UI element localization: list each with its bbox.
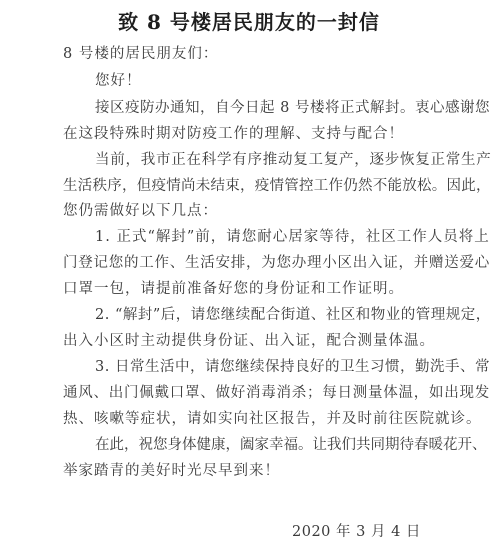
item-3-line-2: 通风、出门佩戴口罩、做好消毒消杀；每日测量体温，如出现发 [63, 385, 490, 401]
item-3-line-1: 3. 日常生活中，请您继续保持良好的卫生习惯，勤洗手、常 [95, 359, 490, 375]
greeting: 您好！ [95, 73, 142, 89]
closing-line-2: 举家踏青的美好时光尽早到来！ [63, 463, 280, 479]
item-1-line-1: 1. 正式“解封”前，请您耐心居家等待，社区工作人员将上 [95, 229, 490, 245]
item-2-line-2: 出入小区时主动提供身份证、出入证，配合测量体温。 [63, 333, 435, 349]
closing-line-1: 在此，祝您身体健康，阖家幸福。让我们共同期待春暖花开、 [95, 437, 487, 453]
paragraph-2-line-1: 当前，我市正在科学有序推动复工复产，逐步恢复正常生产 [95, 152, 492, 168]
salutation: 8 号楼的居民朋友们： [63, 46, 219, 62]
paragraph-2-line-2: 生活秩序，但疫情尚未结束，疫情管控工作仍然不能放松。因此， [63, 178, 491, 194]
item-1-line-3: 口罩一包，请提前准备好您的身份证和工作证明。 [63, 281, 404, 297]
item-1-line-2: 门登记您的工作、生活安排，为您办理小区出入证，并赠送爱心 [63, 255, 490, 271]
paragraph-1-line-2: 在这段特殊时期对防疫工作的理解、支持与配合！ [63, 126, 404, 142]
paragraph-2-line-3: 您仍需做好以下几点： [63, 203, 218, 219]
letter-date: 2020 年 3 月 4 日 [292, 524, 421, 540]
paragraph-1-line-1: 接区疫防办通知，自今日起 8 号楼将正式解封。衷心感谢您 [95, 100, 490, 116]
item-3-line-3: 热、咳嗽等症状，请如实向社区报告，并及时前往医院就诊。 [63, 411, 482, 427]
item-2-line-1: 2. “解封”后，请您继续配合街道、社区和物业的管理规定， [95, 307, 491, 323]
letter-title: 致 8 号楼居民朋友的一封信 [118, 10, 380, 34]
